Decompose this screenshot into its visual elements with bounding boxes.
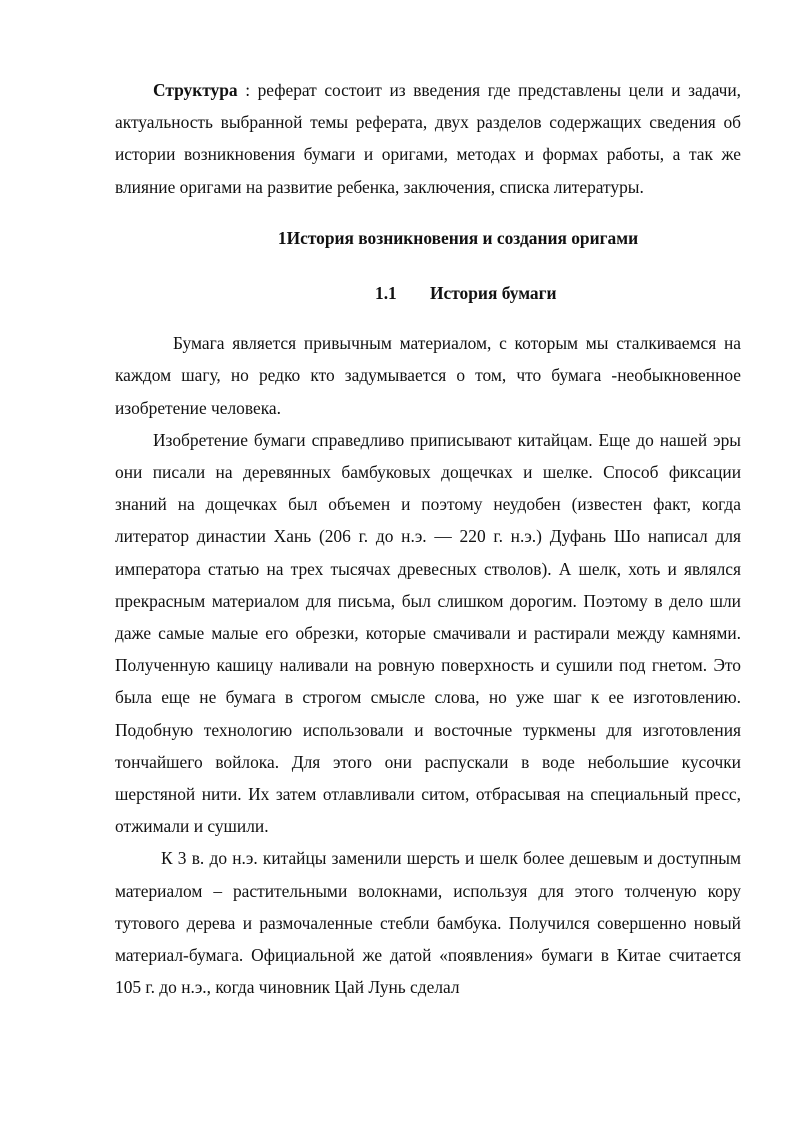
structure-label: Структура [153,80,238,100]
subsection-title: История бумаги [430,283,557,304]
body-paragraph: Бумага является привычным материалом, с которым мы сталкиваемся на каждом шагу, но редко кто задумывается о том, что бумага -необыкновенное изобретение человека. [115,333,741,418]
subsection-number: 1.1 [375,283,397,304]
structure-text: : реферат состоит из введения где представлены цели и задачи, актуальность выбранной темы реферата, двух разделов содержащих сведения об истории возникновения бумаги и оригами, методах и формах работы, а так же влияние оригами на развитие ребенка, заключения, списка литературы. [115,80,741,197]
body-paragraph: К 3 в. до н.э. китайцы заменили шерсть и шелк более дешевым и доступным материалом – растительными волокнами, используя для этого толченую кору тутового дерева и размочаленные стебли бамбука. Получился совершенно новый материал-бумага. Официальной же датой «появления» бумаги в Китае считается 105 г. до н.э., когда чиновник Цай Лунь сделал [115,848,741,998]
document-page [115,74,741,1003]
subsection-heading [115,277,741,309]
body-paragraph: Изобретение бумаги справедливо приписывают китайцам. Еще до нашей эры они писали на деревянных бамбуковых дощечках и шелке. Способ фиксации знаний на дощечках был объемен и поэтому неудобен (известен факт, когда литератор династии Хань (206 г. до н.э. — 220 г. н.э.) Дуфань Шо написал для императора статью на трех тысячах древесных стволов). А шелк, хоть и являлся прекрасным материалом для письма, был слишком дорогим. Поэтому в дело шли даже самые малые его обрезки, которые смачивали и растирали между камнями. Полученную кашицу наливали на ровную поверхность и сушили под гнетом. Это была еще не бумага в строгом смысле слова, но уже шаг к ее изготовлению. Подобную технологию использовали и восточные туркмены для изготовления тончайшего войлока. Для этого они распускали в воде небольшие кусочки шерстяной нити. Их затем отлавливали ситом, отбрасывая на специальный пресс, отжимали и сушили. [115,429,741,837]
structure-paragraph [115,74,741,203]
section-heading: 1История возникновения и создания оригами [277,227,639,248]
